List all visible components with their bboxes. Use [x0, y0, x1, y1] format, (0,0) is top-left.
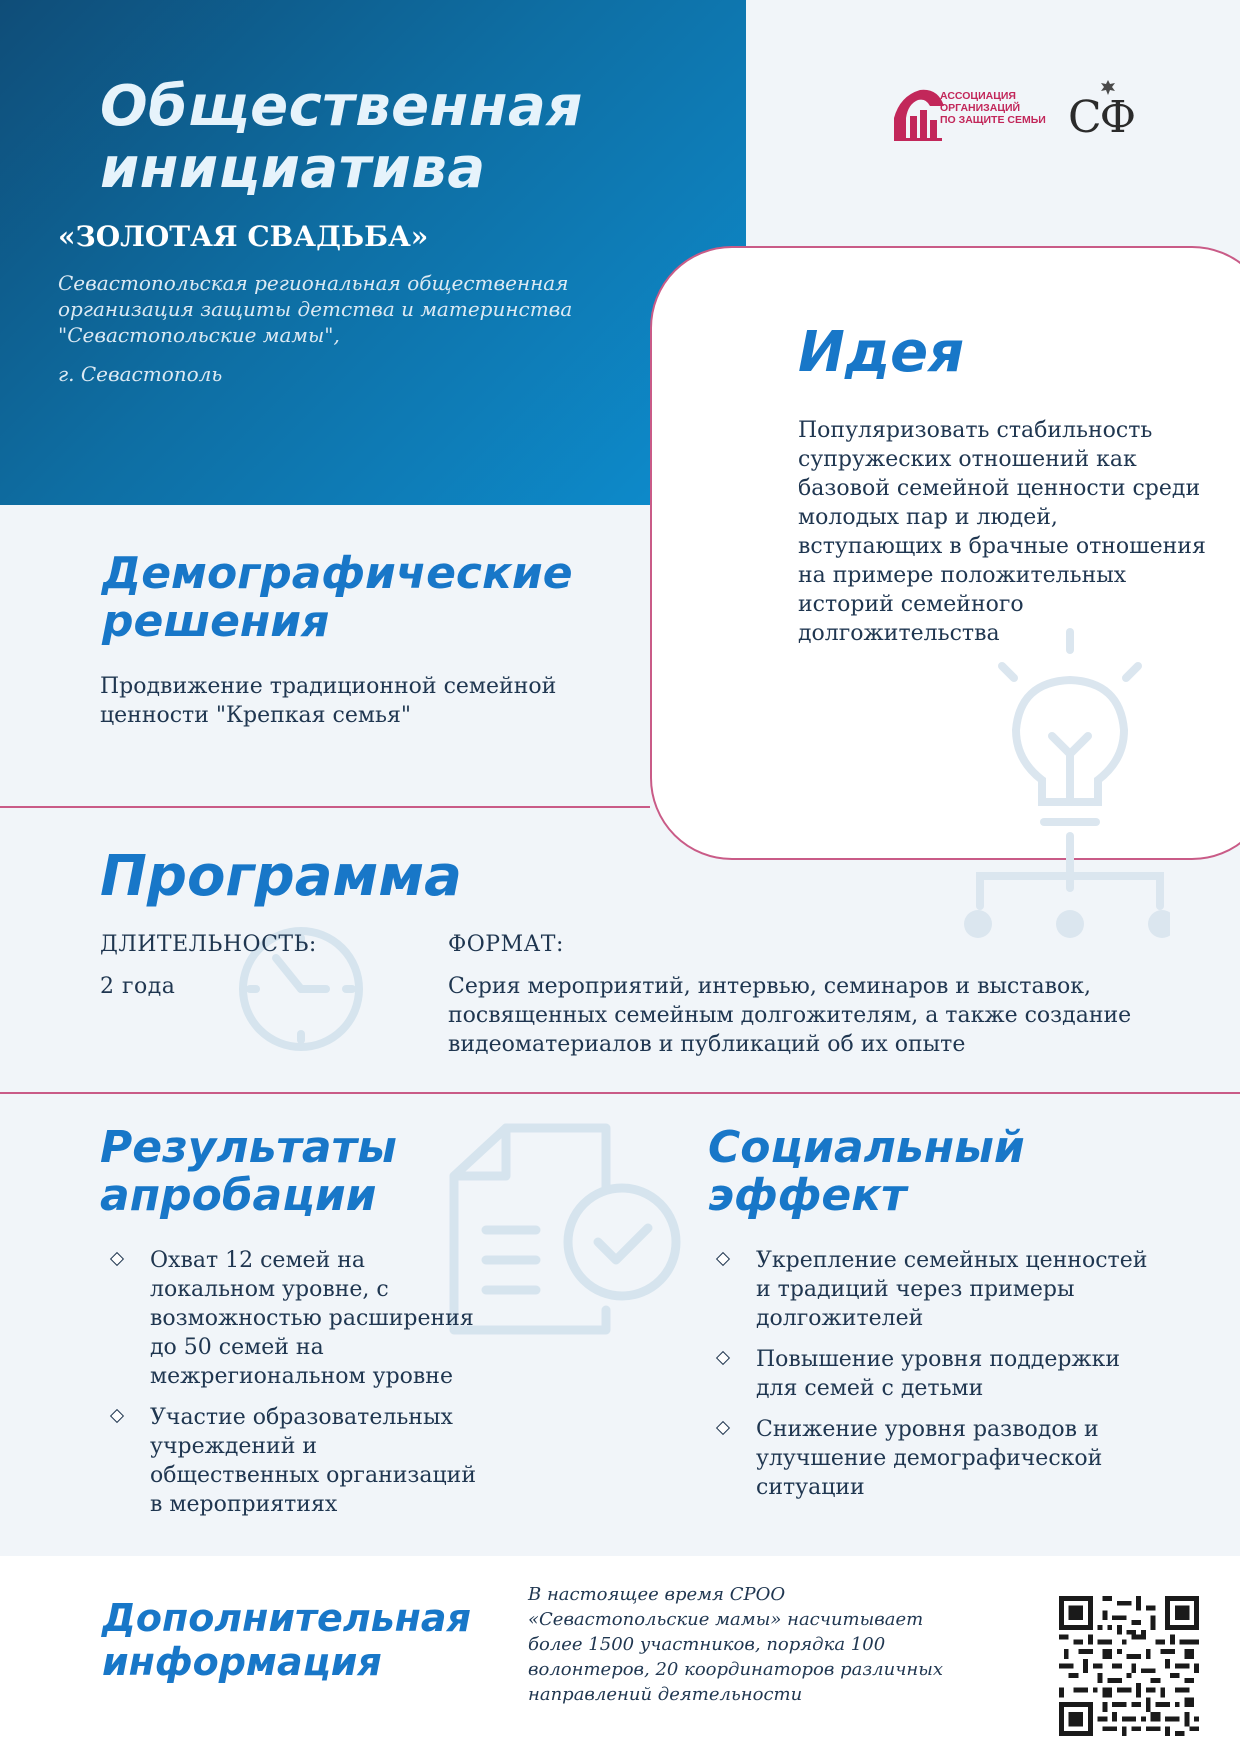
association-logo-text: АССОЦИАЦИЯ ОРГАНИЗАЦИЙ ПО ЗАЩИТЕ СЕМЬИ	[940, 90, 1046, 126]
social-effect-list	[708, 1246, 1158, 1514]
duration-value: 2 года	[100, 974, 176, 999]
list-item: Снижение уровня разводов и улучшение демографической ситуации	[708, 1415, 1158, 1502]
program-heading: Программа	[100, 844, 462, 909]
demographic-text: Продвижение традиционной семейной ценности "Крепкая семья"	[100, 674, 557, 728]
duration-label: ДЛИТЕЛЬНОСТЬ:	[100, 932, 317, 957]
results-heading: Результаты апробации	[100, 1122, 397, 1221]
title-line-1: Общественная	[100, 74, 583, 139]
format-label: ФОРМАТ:	[448, 932, 564, 957]
idea-text: Популяризовать стабильность супружеских отношений как базовой семейной ценности среди молодых пар и людей, вступающих в брачные отношения на примере положительных историй семейного долгожительства	[798, 418, 1206, 646]
bullet-diamond-icon	[716, 1351, 730, 1365]
idea-heading: Идея	[798, 320, 965, 385]
lightbulb-icon	[960, 626, 1170, 946]
association-logo-icon	[890, 82, 946, 142]
sf-logo: СФ	[1068, 92, 1135, 143]
social-effect-heading: Социальный эффект	[708, 1122, 1025, 1221]
organization-name: Севастопольская региональная общественная организация защиты детства и материнства "Севастопольские мамы",	[58, 271, 573, 347]
page-title	[100, 76, 583, 200]
initiative-name: «ЗОЛОТАЯ СВАДЬБА»	[58, 220, 429, 253]
list-item: Участие образовательных учреждений и общественных организаций в мероприятиях	[102, 1403, 492, 1519]
title-line-2: инициатива	[100, 136, 486, 201]
divider	[0, 1092, 1240, 1094]
divider	[0, 806, 650, 808]
bullet-diamond-icon	[716, 1252, 730, 1266]
additional-info-heading: Дополнительная информация	[102, 1596, 471, 1684]
results-list	[102, 1246, 492, 1531]
qr-code-icon[interactable]	[1059, 1596, 1199, 1736]
bullet-diamond-icon	[110, 1409, 124, 1423]
bullet-diamond-icon	[110, 1252, 124, 1266]
format-value: Серия мероприятий, интервью, семинаров и выставок, посвященных семейным долгожителям, а также создание видеоматериалов и публикаций об их опыте	[448, 974, 1132, 1057]
list-item: Повышение уровня поддержки для семей с детьми	[708, 1345, 1158, 1403]
demographic-heading: Демографические решения	[102, 548, 573, 647]
bullet-diamond-icon	[716, 1421, 730, 1435]
list-item: Охват 12 семей на локальном уровне, с возможностью расширения до 50 семей на межрегиональном уровне	[102, 1246, 492, 1391]
list-item: Укрепление семейных ценностей и традиций через примеры долгожителей	[708, 1246, 1158, 1333]
logos	[880, 78, 1150, 148]
city: г. Севастополь	[58, 362, 223, 386]
additional-info-text: В настоящее время СРОО «Севастопольские мамы» насчитывает более 1500 участников, порядка 100 волонтеров, 20 координаторов различных направлений деятельности	[528, 1584, 944, 1705]
